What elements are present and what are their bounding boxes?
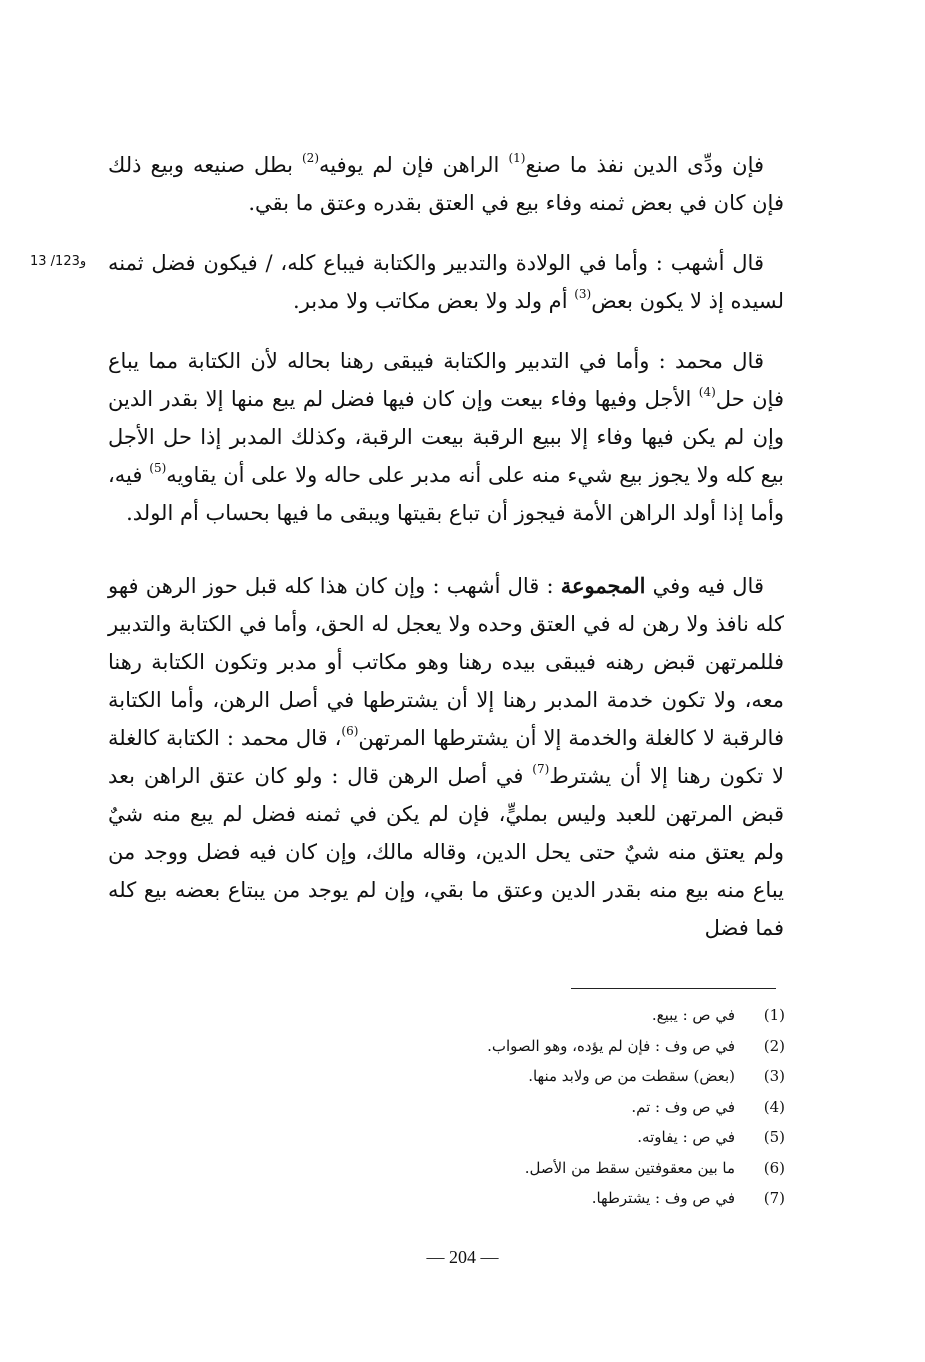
footnote-item (325, 1183, 785, 1214)
paragraph-4 (108, 567, 784, 947)
p4-text-c: ، قال محمد : الكتابة كالغلة لا تكون رهنا إلا أن يشترط (108, 726, 784, 788)
p2-text-b: أم ولد ولا بعض مكاتب ولا مدبر. (293, 289, 575, 313)
footnote-number: ( 4 ) (735, 1092, 785, 1123)
footnote-item (325, 1122, 785, 1153)
margin-folio-note: 13 /123و (30, 254, 87, 269)
footnote-item (325, 1000, 785, 1031)
footnote-text: في ص وف : تم. (631, 1097, 735, 1116)
p4-text-d: في أصل الرهن قال : ولو كان عتق الراهن بعد قبض المرتهن للعبد وليس بمليٍّ، فإن لم يكن في ثمنه فضل لم يبع منه شيٌ ولم يعتق منه شيٌ حتى يحل الدين، وقاله مالك، وإن كان فيه فضل ووجد من يباع منه بيع منه بقدر الدين وعتق ما بقي، وإن لم يوجد من يبتاع بعضه بيع كله فما فضل (108, 764, 784, 940)
footnote-text: في ص وف : يشترطها. (591, 1189, 735, 1207)
p4-text-a: قال فيه وفي (645, 574, 764, 598)
footnote-number: ( 7 ) (735, 1183, 785, 1214)
footnote-item (325, 1061, 785, 1092)
footnote-number: ( 3 ) (735, 1061, 785, 1092)
footnote-item (325, 1031, 785, 1062)
p4-text-b: : قال أشهب : وإن كان هذا كله قبل حوز الرهن فهو كله نافذ ولا رهن له في العتق وحده ولا يعجل له الحق، وأما في الكتابة والتدبير فللمرتهن قبض رهنه فيبقى بيده رهنا وهو مكاتب أو مدبر وتكون الكتابة رهنا معه، ولا تكون خدمة المدبر رهنا إلا أن يشترطها في أصل الرهن، وأما الكتابة فالرقبة لا كالغلة والخدمة إلا أن يشترطها المرتهن (108, 574, 784, 750)
footnotes-list (325, 1000, 785, 1214)
footnote-number: ( 6 ) (735, 1153, 785, 1184)
paragraph-2 (108, 244, 784, 320)
p1-text-c: بطل صنيعه وبيع ذلك فإن كان في بعض ثمنه وفاء بيع في العتق بقدره وعتق ما بقي. (108, 153, 784, 215)
p3-text-a: قال محمد : وأما في التدبير والكتابة فيبقى رهنا بحاله لأن الكتابة مما يباع فإن حل (108, 349, 784, 411)
footnote-text: ما بين معقوفتين سقط من الأصل. (524, 1158, 735, 1177)
p3-text-b: الأجل وفيها وفاء بيعت وإن كان فيها فضل لم يبع منها إلا بقدر الدين وإن لم يكن فيها وفاء إلا ببيع الرقبة بيعت الرقبة، وكذلك المدبر إذا حل الأجل بيع كله ولا يجوز بيع شيء منه على أنه مدبر على حاله ولا على أن يقاويه (108, 387, 784, 487)
footnote-ref-5: (5) (149, 461, 167, 475)
page-number: — 204 — (426, 1247, 499, 1267)
paragraph-3 (108, 342, 784, 532)
footnote-number: ( 1 ) (735, 1000, 785, 1031)
footnote-number: ( 2 ) (735, 1031, 785, 1062)
paragraph-1 (108, 146, 784, 222)
footnote-ref-4: (4) (698, 385, 716, 399)
p1-text-b: الراهن فإن لم يوفيه (319, 153, 509, 177)
footnote-item (325, 1092, 785, 1123)
footnote-ref-2: (2) (301, 151, 319, 165)
p3-text-c: فيه، وأما إذا أولد الراهن الأمة فيجوز أن تباع بقيتها ويبقى ما فيها بحساب أم الولد. (108, 463, 784, 525)
footnote-text: (بعض) سقطت من ص ولابد منها. (528, 1067, 735, 1085)
footnote-ref-7: (7) (532, 762, 550, 776)
footnote-ref-6: (6) (341, 724, 359, 738)
footnote-ref-1: (1) (508, 151, 526, 165)
footnote-ref-3: (3) (574, 287, 592, 301)
p1-text-a: فإن ودِّى الدين نفذ ما صنع (525, 153, 765, 177)
footnote-number: ( 5 ) (735, 1122, 785, 1153)
p2-text-a: قال أشهب : وأما في الولادة والتدبير والكتابة فيباع كله، / فيكون فضل ثمنه لسيده إذ لا يكون بعض (108, 251, 784, 313)
p4-book-title: المجموعة (560, 573, 646, 598)
footnote-text: في ص وف : فإن لم يؤده، وهو الصواب. (487, 1036, 735, 1055)
footnote-item (325, 1153, 785, 1184)
footnote-separator (571, 988, 776, 989)
footnote-text: في ص : يفاوته. (637, 1128, 735, 1146)
footnote-text: في ص : يبيع. (651, 1006, 735, 1024)
